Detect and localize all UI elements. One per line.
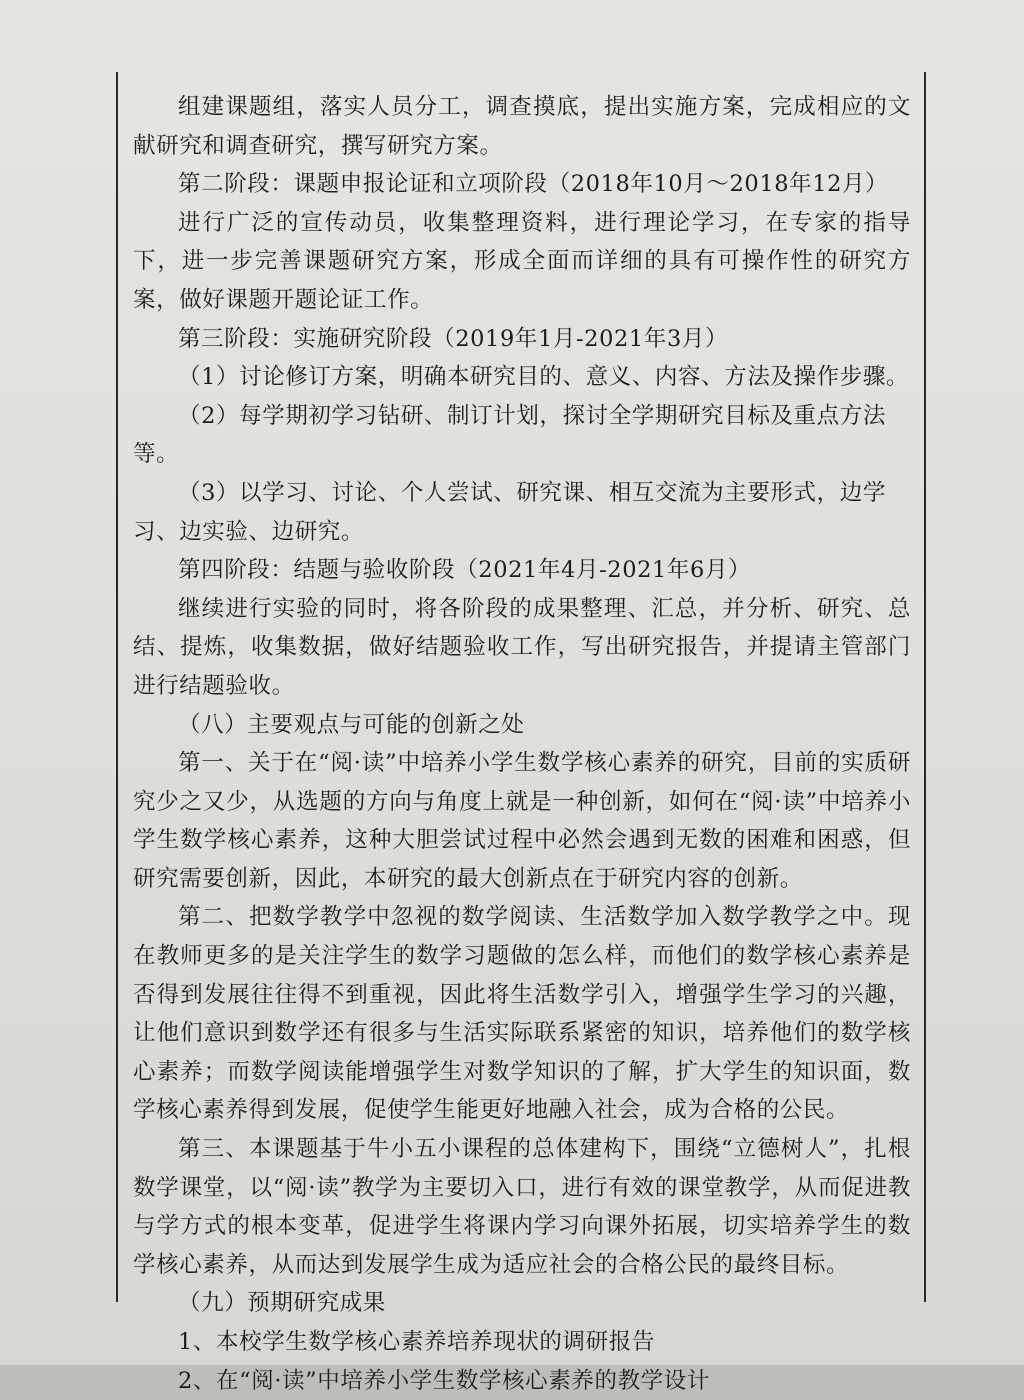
outcome-item-2: 2、在“阅·读”中培养小学生数学核心素养的教学设计	[178, 1367, 710, 1394]
outcome-item-1: 1、本校学生数学核心素养培养现状的调研报告	[178, 1329, 655, 1355]
paragraph-innovation-first: 第一、关于在“阅·读”中培养小学生数学核心素养的研究，目前的实质研究少之又少，从选题的方向与角度上就是一种创新，如何在“阅·读”中培养小学生数学核心素养，这种大胆尝试过程中必然会遇到无数的困难和困惑，但研究需要创新，因此，本研究的最大创新点在于研究内容的创新。	[133, 750, 911, 892]
stage-three-item-1: （1）讨论修订方案，明确本研究目的、意义、内容、方法及操作步骤。	[178, 364, 910, 391]
paragraph-innovation-third: 第三、本课题基于牛小五小课程的总体建构下，围绕“立德树人”，扎根数学课堂，以“阅·读”教学为主要切入口，进行有效的课堂教学，从而促进教与学方式的根本变革，促进学生将课内学习向课外拓展，切实培养学生的数学核心素养，从而达到发展学生成为适应社会的合格公民的最终目标。	[133, 1136, 911, 1278]
stage-two-heading: 第二阶段：课题申报论证和立项阶段（2018年10月～2018年12月）	[178, 171, 889, 198]
section-eight-heading: （八）主要观点与可能的创新之处	[178, 711, 525, 738]
stage-four-heading: 第四阶段：结题与验收阶段（2021年4月-2021年6月）	[178, 557, 752, 584]
paragraph-innovation-second: 第二、把数学教学中忽视的数学阅读、生活数学加入数学教学之中。现在教师更多的是关注学生的数学习题做的怎么样，而他们的数学核心素养是否得到发展往往得不到重视，因此将生活数学引入，增强学生学习的兴趣，让他们意识到数学还有很多与生活实际联系紧密的知识，培养他们的数学核心素养；而数学阅读能增强学生对数学知识的了解，扩大学生的知识面，数学核心素养得到发展，促使学生能更好地融入社会，成为合格的公民。	[133, 904, 911, 1124]
document-body	[133, 88, 911, 1400]
paragraph-stage-two: 进行广泛的宣传动员，收集整理资料，进行理论学习，在专家的指导下，进一步完善课题研究方案，形成全面而详细的具有可操作性的研究方案，做好课题开题论证工作。	[133, 209, 911, 313]
stage-three-item-3: （3）以学习、讨论、个人尝试、研究课、相互交流为主要形式，边学习、边实验、边研究。	[133, 479, 886, 545]
stage-three-item-2: （2）每学期初学习钻研、制订计划，探讨全学期研究目标及重点方法等。	[133, 402, 886, 468]
stage-three-heading: 第三阶段：实施研究阶段（2019年1月-2021年3月）	[178, 325, 729, 352]
paragraph-stage-four: 继续进行实验的同时，将各阶段的成果整理、汇总，并分析、研究、总结、提炼，收集数据，做好结题验收工作，写出研究报告，并提请主管部门进行结题验收。	[133, 595, 911, 699]
paragraph-group-formation: 组建课题组，落实人员分工，调查摸底，提出实施方案，完成相应的文献研究和调查研究，撰写研究方案。	[133, 94, 911, 159]
section-nine-heading: （九）预期研究成果	[178, 1290, 386, 1317]
